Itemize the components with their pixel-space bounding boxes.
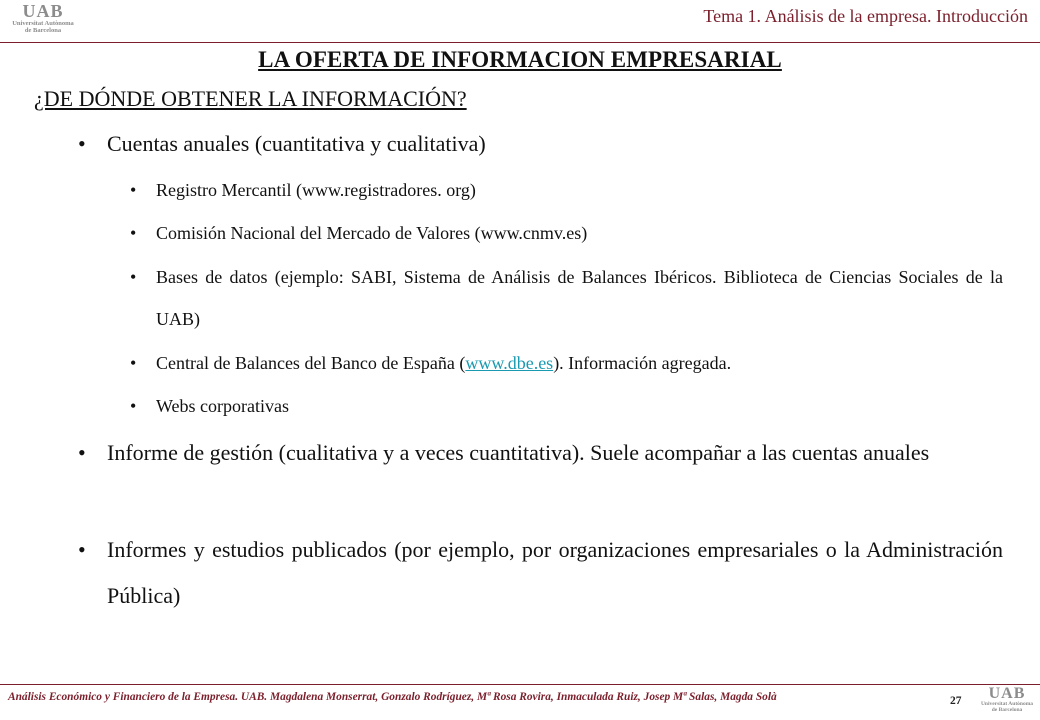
bullet-informe-gestion: • Informe de gestión (cualitativa y a veces cuantitativa). Suele acompañar a las cuentas anuales: [107, 430, 1003, 476]
header-title: Tema 1. Análisis de la empresa. Introducción: [703, 6, 1028, 26]
dbe-link[interactable]: www.dbe.es: [465, 353, 554, 373]
page-number: 27: [950, 695, 962, 707]
bullet-cuentas-anuales: • Cuentas anuales (cuantitativa y cualitativa): [107, 121, 1003, 167]
uab-logo: [10, 2, 76, 34]
page-title: LA OFERTA DE INFORMACION EMPRESARIAL: [258, 47, 782, 72]
footer-logo-line-2: de Barcelona: [991, 707, 1023, 713]
uab-logo-footer: [978, 686, 1036, 713]
logo-mark: UAB: [22, 1, 64, 21]
sub-bullet-registro-mercantil: • Registro Mercantil (www.registradores. org): [156, 169, 1003, 211]
footer-logo-line-1: Universitat Autònoma: [980, 701, 1034, 707]
sub-bullet-bases-de-datos: • Bases de datos (ejemplo: SABI, Sistema de Análisis de Balances Ibéricos. Biblioteca de Ciencias Sociales de la UAB): [156, 256, 1003, 340]
logo-line-1: Universitat Autònoma: [12, 20, 74, 27]
sub-bullet-webs-corporativas: • Webs corporativas: [156, 385, 1003, 427]
central-balances-text-after: ). Información agregada.: [553, 353, 732, 373]
sub-bullet-central-balances: [156, 342, 1003, 384]
central-balances-text-before: Central de Balances del Banco de España (: [156, 353, 466, 373]
bullet-informes-estudios: • Informes y estudios publicados (por ejemplo, por organizaciones empresariales o la Administración Pública): [107, 527, 1003, 619]
logo-line-2: de Barcelona: [24, 27, 62, 34]
footer-divider: [0, 684, 1040, 685]
footer-credits: Análisis Económico y Financiero de la Empresa. UAB. Magdalena Monserrat, Gonzalo Rodríguez, Mª Rosa Rovira, Inmaculada Ruiz, Josep Mª Salas, Magda Solà: [8, 691, 777, 703]
footer-logo-mark: UAB: [988, 685, 1026, 702]
header-divider: [0, 42, 1040, 43]
sub-bullet-cnmv: • Comisión Nacional del Mercado de Valores (www.cnmv.es): [156, 212, 1003, 254]
section-subtitle: ¿DE DÓNDE OBTENER LA INFORMACIÓN?: [34, 86, 467, 111]
